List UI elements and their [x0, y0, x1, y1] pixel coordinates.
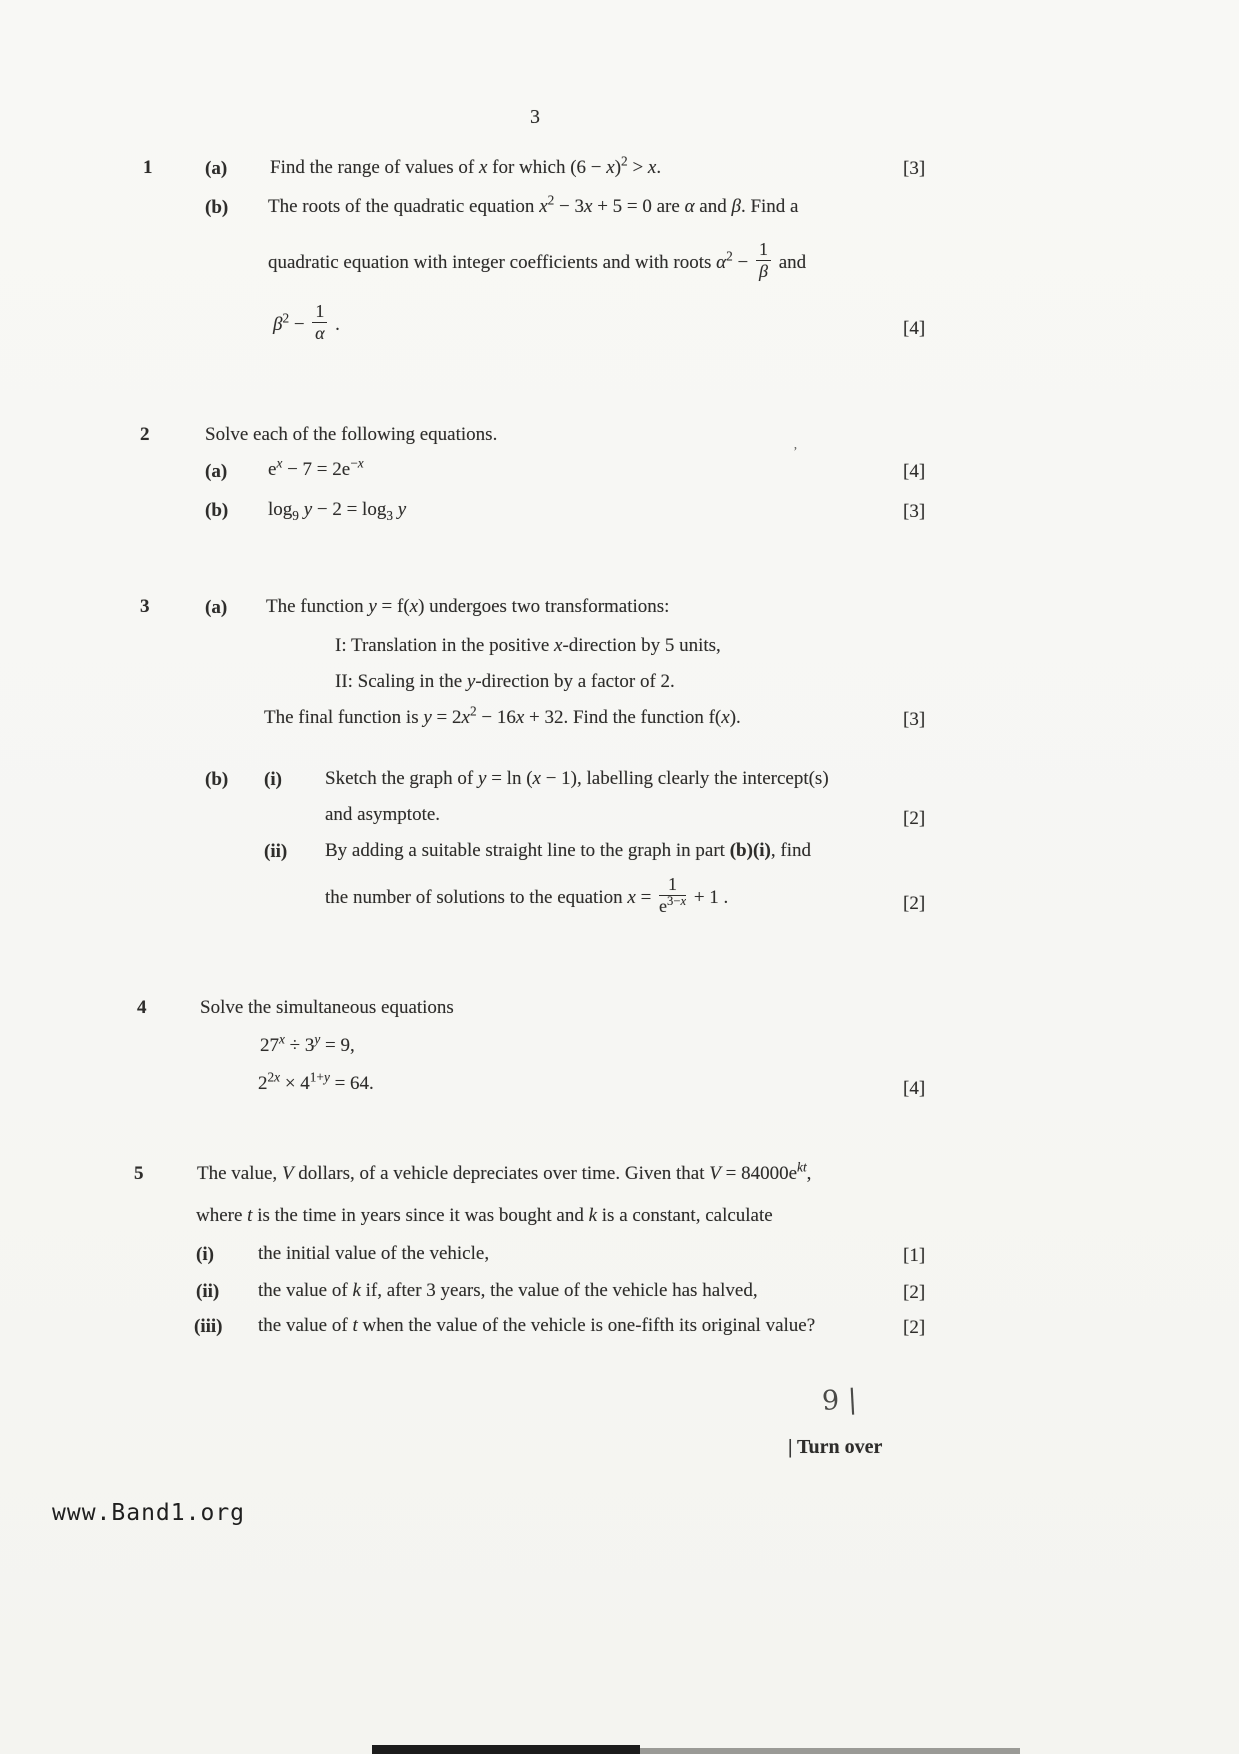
question-4-marks: [4] [903, 1078, 926, 1099]
question-1b-line3: $\beta^2$ − $\frac{1}{\alpha}$ . [273, 301, 340, 343]
question-3a-line3: II: Scaling in the y-direction by a factor of 2. [335, 671, 675, 692]
watermark-url: www.Band1.org [52, 1500, 246, 1526]
question-3bii-line1: By adding a suitable straight line to the graph in part (b)(i), find [325, 840, 811, 861]
question-2b-marks: [3] [903, 501, 926, 522]
question-1b-label: (b) [205, 197, 229, 218]
question-3bii-marks: [2] [903, 893, 926, 914]
question-5-number: 5 [134, 1163, 144, 1184]
question-5i-text: the initial value of the vehicle, [258, 1243, 490, 1264]
question-3bi-line1: Sketch the graph of y = ln (x − 1), labelling clearly the intercept(s) [325, 768, 829, 789]
question-5iii-label: (iii) [194, 1316, 223, 1337]
question-5iii-marks: [2] [903, 1317, 926, 1338]
question-1b-marks: [4] [903, 318, 926, 339]
question-5ii-text: the value of k if, after 3 years, the value of the vehicle has halved, [258, 1280, 758, 1301]
question-2-number: 2 [140, 424, 150, 445]
scan-artifact-gray-bar [640, 1748, 1020, 1754]
page-number: 3 [530, 106, 540, 128]
question-3b-label: (b) [205, 769, 229, 790]
handwritten-mark: 9 | [821, 1384, 858, 1417]
question-5i-label: (i) [196, 1244, 214, 1265]
question-1a-label: (a) [205, 158, 228, 179]
question-2a-expression: $e^x - 7 = 2e^{-x}$ [268, 455, 364, 480]
question-4-intro: Solve the simultaneous equations [200, 997, 454, 1018]
turn-over-label: | Turn over [788, 1436, 883, 1458]
question-1a-text: Find the range of values of x for which $(6 - x)^2 > x$. [270, 153, 662, 178]
question-3-number: 3 [140, 596, 150, 617]
question-2b-label: (b) [205, 500, 229, 521]
scan-speck: ’ [793, 445, 798, 460]
question-3a-line2: I: Translation in the positive x-direction by 5 units, [335, 635, 721, 656]
question-1b-line1: The roots of the quadratic equation $x^2 - 3x + 5 = 0$ are α and β. Find a [268, 192, 799, 217]
question-5iii-text: the value of t when the value of the vehicle is one-fifth its original value? [258, 1315, 816, 1336]
question-2a-label: (a) [205, 461, 228, 482]
question-3a-label: (a) [205, 597, 228, 618]
scan-artifact-dark-bar [372, 1745, 640, 1754]
question-3a-line4: The final function is $y = 2x^2 - 16x + 32$. Find the function f(x). [264, 703, 741, 728]
question-4-number: 4 [137, 997, 147, 1018]
question-5-line1: The value, V dollars, of a vehicle depreciates over time. Given that $V = 84000e^{kt}$, [197, 1159, 812, 1184]
question-2a-marks: [4] [903, 461, 926, 482]
question-3a-line1: The function y = f(x) undergoes two transformations: [266, 596, 670, 617]
question-3bi-line2: and asymptote. [325, 804, 441, 825]
question-5ii-label: (ii) [196, 1281, 220, 1302]
question-3bi-label: (i) [264, 769, 282, 790]
question-1a-marks: [3] [903, 158, 926, 179]
question-5-line2: where t is the time in years since it was bought and k is a constant, calculate [196, 1205, 773, 1226]
question-1-number: 1 [143, 157, 153, 178]
question-4-equation-1: $27^x \div 3^y = 9$, [260, 1031, 355, 1056]
question-3a-marks: [3] [903, 709, 926, 730]
question-2b-expression: $\log_9 y - 2 = \log_3 y$ [268, 499, 407, 523]
question-2-intro: Solve each of the following equations. [205, 424, 498, 445]
question-3bii-line2: the number of solutions to the equation x = $\frac{1}{e^{3-x}}$ + 1 . [325, 874, 729, 916]
question-5i-marks: [1] [903, 1245, 926, 1266]
question-4-equation-2: $2^{2x} \times 4^{1+y} = 64$. [258, 1069, 374, 1094]
question-3bi-marks: [2] [903, 808, 926, 829]
question-1b-line2: quadratic equation with integer coefficients and with roots $\alpha^2$ − $\frac{1}{\beta}$ and [268, 239, 807, 281]
question-5ii-marks: [2] [903, 1282, 926, 1303]
question-3bii-label: (ii) [264, 841, 288, 862]
